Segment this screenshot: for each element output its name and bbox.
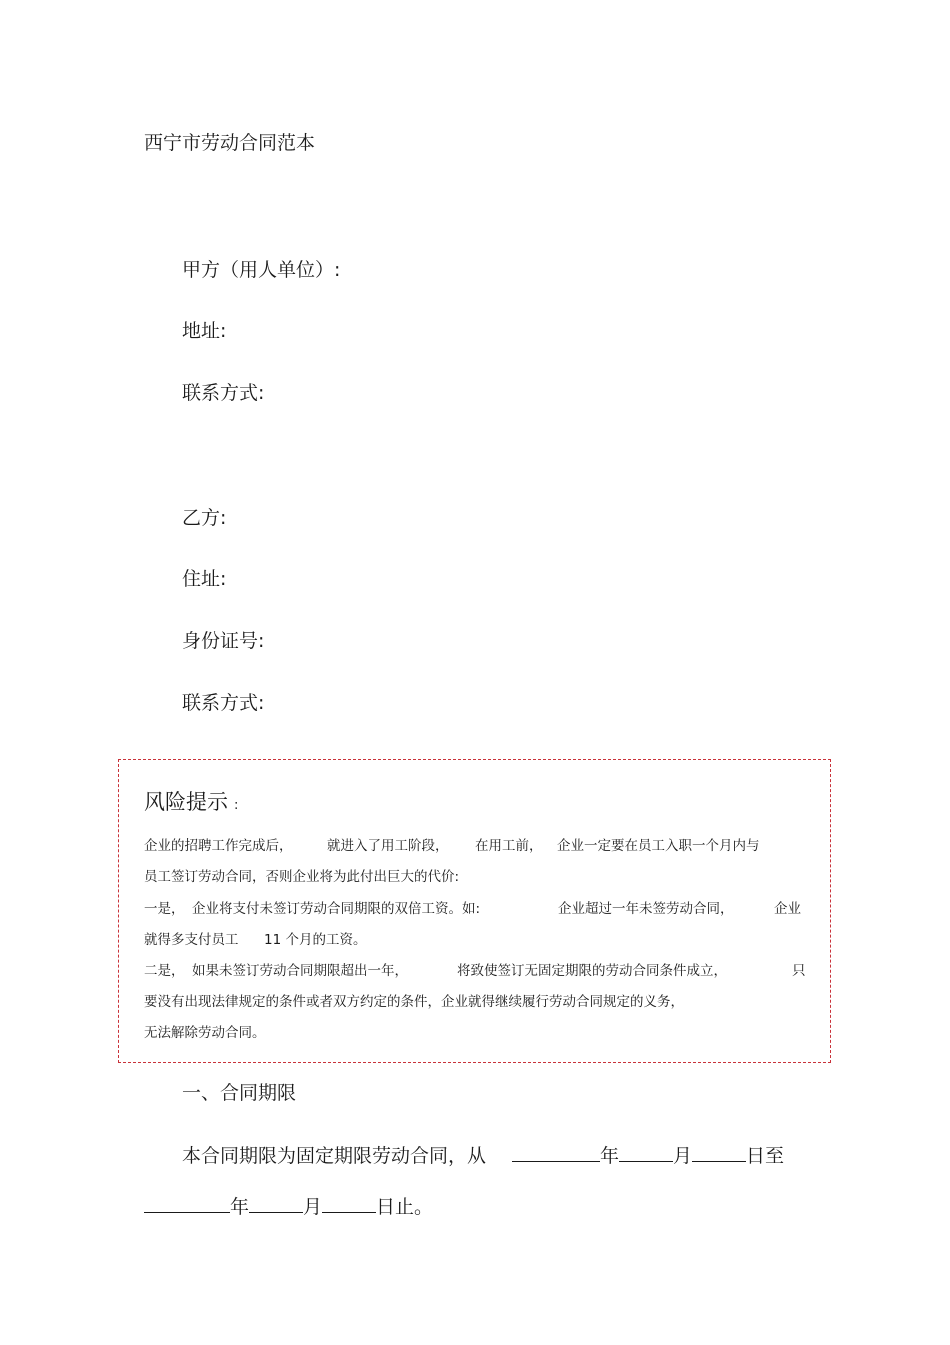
party-a-label: 甲方（用人单位）:	[182, 259, 341, 281]
start-month-blank	[619, 1143, 673, 1162]
end-day-blank	[322, 1194, 376, 1213]
term-line-2: 年 月 日止。	[144, 1192, 433, 1219]
party-b-id-number: 身份证号:	[182, 630, 265, 652]
risk-notice-title: 风险提示 :	[144, 790, 239, 814]
term-line-1: 本合同期限为固定期限劳动合同，从 年 月 日至	[182, 1145, 785, 1167]
page-title: 西宁市劳动合同范本	[144, 132, 316, 154]
end-year-blank	[144, 1194, 230, 1213]
end-month-blank	[249, 1194, 303, 1213]
party-a-address: 地址:	[182, 320, 227, 342]
start-year-blank	[512, 1143, 600, 1162]
party-b-address: 住址:	[182, 568, 227, 590]
party-b-contact: 联系方式:	[182, 692, 265, 714]
section-heading-term: 一、合同期限	[182, 1082, 297, 1104]
party-a-contact: 联系方式:	[182, 382, 265, 404]
party-b-label: 乙方:	[182, 507, 227, 529]
start-day-blank	[692, 1143, 746, 1162]
